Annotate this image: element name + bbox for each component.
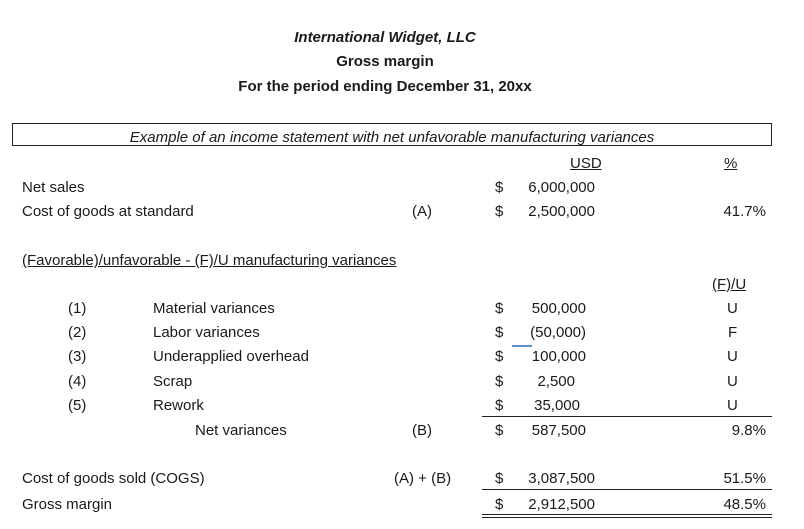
spellcheck-underline bbox=[512, 342, 532, 347]
net-sales-dollar: $ bbox=[495, 179, 504, 196]
variance-heading: (Favorable)/unfavorable - (F)/U manufacturing variances bbox=[22, 252, 397, 269]
gross-margin-label: Gross margin bbox=[22, 496, 113, 513]
usd-column-header: USD bbox=[570, 155, 602, 172]
caption-text: Example of an income statement with net unfavorable manufacturing variances bbox=[129, 129, 655, 146]
net-variances-pct: 9.8% bbox=[731, 422, 766, 439]
company-name: International Widget, LLC bbox=[294, 29, 476, 46]
variance-number: (3) bbox=[68, 348, 87, 365]
variance-dollar: $ bbox=[495, 348, 504, 365]
variance-number: (5) bbox=[68, 397, 87, 414]
pct-column-header: % bbox=[724, 155, 738, 172]
cogs-standard-label: Cost of goods at standard bbox=[22, 203, 194, 220]
net-variances-label: Net variances bbox=[195, 422, 287, 439]
gross-margin-pct: 48.5% bbox=[723, 496, 766, 513]
variance-dollar: $ bbox=[495, 373, 504, 390]
gross-margin-amount: 2,912,500 bbox=[528, 496, 595, 513]
variance-dollar: $ bbox=[495, 397, 504, 414]
variance-label: Rework bbox=[153, 397, 204, 414]
net-variances-tag: (B) bbox=[412, 422, 432, 439]
subtotal-rule bbox=[482, 416, 772, 417]
double-rule-bottom bbox=[482, 517, 772, 518]
variance-fu: U bbox=[727, 397, 738, 414]
net-sales-amount: 6,000,000 bbox=[528, 179, 595, 196]
cogs-label: Cost of goods sold (COGS) bbox=[22, 470, 205, 487]
statement-title: Gross margin bbox=[336, 53, 434, 70]
cogs-standard-amount: 2,500,000 bbox=[528, 203, 595, 220]
variance-fu: U bbox=[727, 300, 738, 317]
total-rule bbox=[482, 489, 772, 490]
net-sales-label: Net sales bbox=[22, 179, 85, 196]
variance-amount: 100,000 bbox=[531, 348, 586, 365]
variance-dollar: $ bbox=[495, 300, 504, 317]
variance-number: (2) bbox=[68, 324, 87, 341]
variance-amount: (50,000) bbox=[530, 324, 586, 341]
variance-fu: U bbox=[727, 348, 738, 365]
double-rule-top bbox=[482, 514, 772, 515]
variance-amount: 35,000 bbox=[534, 397, 580, 414]
fu-column-header: (F)/U bbox=[712, 276, 747, 293]
variance-label: Labor variances bbox=[153, 324, 260, 341]
variance-label: Underapplied overhead bbox=[153, 348, 309, 365]
variance-number: (1) bbox=[68, 300, 87, 317]
net-variances-amount: 587,500 bbox=[531, 422, 586, 439]
cogs-pct: 51.5% bbox=[723, 470, 766, 487]
cogs-tag: (A) + (B) bbox=[394, 470, 452, 487]
variance-label: Material variances bbox=[153, 300, 275, 317]
cogs-amount: 3,087,500 bbox=[528, 470, 595, 487]
cogs-dollar: $ bbox=[495, 470, 504, 487]
variance-dollar: $ bbox=[495, 324, 504, 341]
period-line: For the period ending December 31, 20xx bbox=[238, 78, 532, 95]
cogs-standard-tag: (A) bbox=[412, 203, 432, 220]
gross-margin-dollar: $ bbox=[495, 496, 504, 513]
net-variances-dollar: $ bbox=[495, 422, 504, 439]
variance-amount: 2,500 bbox=[537, 373, 575, 390]
variance-fu: U bbox=[727, 373, 738, 390]
variance-fu: F bbox=[728, 324, 738, 341]
variance-amount: 500,000 bbox=[531, 300, 586, 317]
cogs-standard-dollar: $ bbox=[495, 203, 504, 220]
variance-label: Scrap bbox=[153, 373, 193, 390]
cogs-standard-pct: 41.7% bbox=[723, 203, 766, 220]
variance-number: (4) bbox=[68, 373, 87, 390]
